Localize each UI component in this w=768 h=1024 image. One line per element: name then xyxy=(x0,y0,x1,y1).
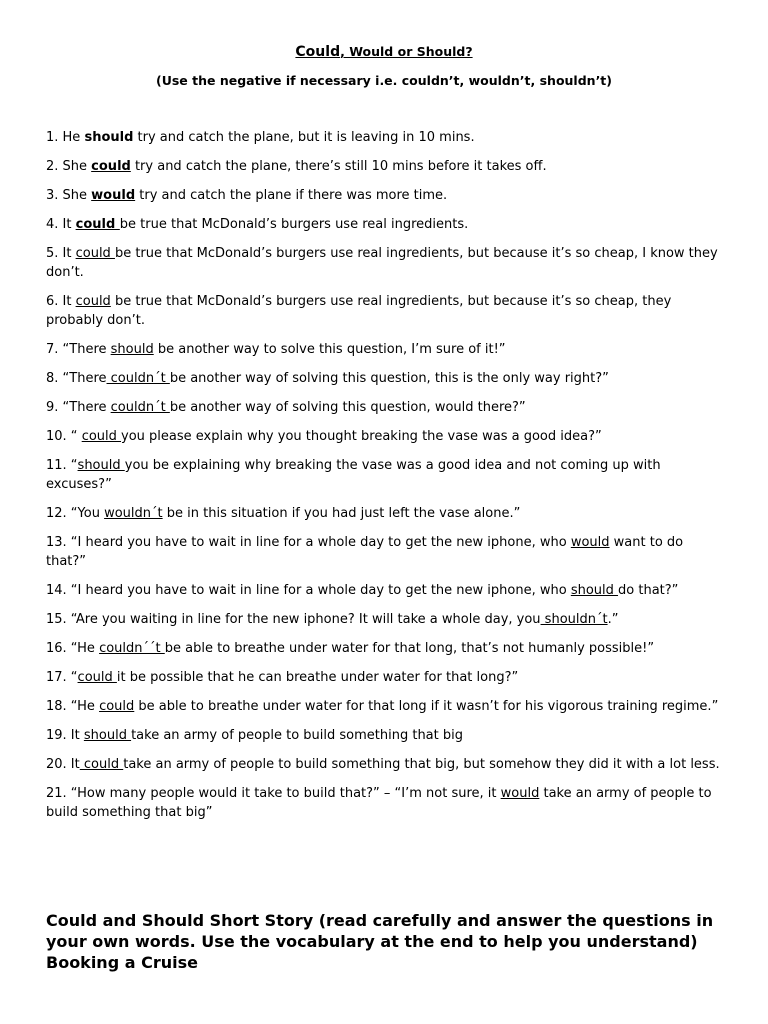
exercise-item: 21. “How many people would it take to build that?” – “I’m not sure, it would take an army of people to build something that big” xyxy=(46,786,712,820)
exercise-list xyxy=(46,128,726,822)
story-heading: Could and Should Short Story (read carefully and answer the questions in your own words. Use the vocabulary at the end to help you understand) xyxy=(46,911,714,951)
exercise-item: 7. “There should be another way to solve this question, I’m sure of it!” xyxy=(46,342,506,357)
exercise-item: 4. It could be true that McDonald’s burgers use real ingredients. xyxy=(46,217,469,232)
exercise-item: 12. “You wouldn´t be in this situation if you had just left the vase alone.” xyxy=(46,506,521,521)
exercise-item: 9. “There couldn´t be another way of solving this question, would there?” xyxy=(46,400,526,415)
exercise-item: 5. It could be true that McDonald’s burgers use real ingredients, but because it’s so cheap, I know they don’t. xyxy=(46,246,718,280)
title-rest: , Would or Should? xyxy=(340,44,473,59)
exercise-item: 16. “He couldn´´t be able to breathe under water for that long, that’s not humanly possible!” xyxy=(46,641,655,656)
exercise-item: 18. “He could be able to breathe under water for that long if it wasn’t for his vigorous training regime.” xyxy=(46,699,719,714)
exercise-item: 2. She could try and catch the plane, there’s still 10 mins before it takes off. xyxy=(46,159,547,174)
exercise-item: 20. It could take an army of people to build something that big, but somehow they did it with a lot less. xyxy=(46,757,720,772)
worksheet-subtitle: (Use the negative if necessary i.e. couldn’t, wouldn’t, shouldn’t) xyxy=(156,73,612,88)
story-subheading: Booking a Cruise xyxy=(46,953,198,972)
exercise-item: 19. It should take an army of people to build something that big xyxy=(46,728,463,743)
exercise-item: 10. “ could you please explain why you thought breaking the vase was a good idea?” xyxy=(46,429,602,444)
title-could: Could xyxy=(295,44,341,60)
exercise-item: 11. “should you be explaining why breaking the vase was a good idea and not coming up with excuses?” xyxy=(46,458,661,492)
exercise-item: 13. “I heard you have to wait in line for a whole day to get the new iphone, who would want to do that?” xyxy=(46,535,684,569)
exercise-item: 8. “There couldn´t be another way of solving this question, this is the only way right?” xyxy=(46,371,609,386)
story-section xyxy=(46,910,726,973)
exercise-item: 15. “Are you waiting in line for the new iphone? It will take a whole day, you shouldn´t.” xyxy=(46,612,619,627)
exercise-item: 1. He should try and catch the plane, but it is leaving in 10 mins. xyxy=(46,130,475,145)
exercise-item: 6. It could be true that McDonald’s burgers use real ingredients, but because it’s so cheap, they probably don’t. xyxy=(46,294,672,328)
worksheet-title xyxy=(0,44,768,60)
exercise-item: 17. “could it be possible that he can breathe under water for that long?” xyxy=(46,670,519,685)
exercise-item: 14. “I heard you have to wait in line for a whole day to get the new iphone, who should do that?” xyxy=(46,583,679,598)
exercise-item: 3. She would try and catch the plane if there was more time. xyxy=(46,188,448,203)
